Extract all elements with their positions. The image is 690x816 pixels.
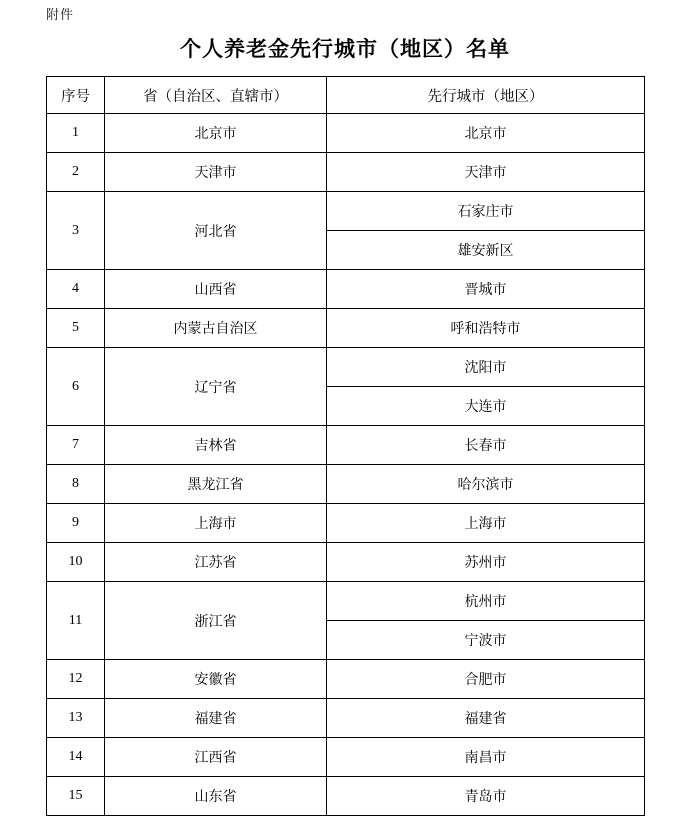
cell-no: 10 (47, 543, 105, 582)
table-row (47, 699, 645, 738)
cell-no: 7 (47, 426, 105, 465)
table-row (47, 582, 645, 621)
cell-no: 11 (47, 582, 105, 660)
cell-province: 辽宁省 (105, 348, 327, 426)
pilot-cities-table (46, 76, 645, 816)
cell-province: 山西省 (105, 270, 327, 309)
cell-city: 北京市 (327, 114, 645, 153)
table-row (47, 153, 645, 192)
cell-no: 2 (47, 153, 105, 192)
table-row (47, 309, 645, 348)
table-body (47, 114, 645, 816)
cell-city: 长春市 (327, 426, 645, 465)
cell-city: 大连市 (327, 387, 645, 426)
cell-province: 山东省 (105, 777, 327, 816)
cell-no: 13 (47, 699, 105, 738)
attachment-label: 附件 (46, 7, 75, 22)
cell-province: 福建省 (105, 699, 327, 738)
cell-no: 6 (47, 348, 105, 426)
cell-province: 江西省 (105, 738, 327, 777)
table-row (47, 348, 645, 387)
page-title: 个人养老金先行城市（地区）名单 (180, 37, 510, 61)
table-header-row (47, 77, 645, 114)
table-row (47, 777, 645, 816)
cell-city: 合肥市 (327, 660, 645, 699)
cell-city: 石家庄市 (327, 192, 645, 231)
cell-city: 福建省 (327, 699, 645, 738)
cell-province: 北京市 (105, 114, 327, 153)
column-header-no: 序号 (47, 77, 105, 114)
cell-province: 安徽省 (105, 660, 327, 699)
cell-no: 4 (47, 270, 105, 309)
cell-province: 黑龙江省 (105, 465, 327, 504)
table-row (47, 270, 645, 309)
cell-no: 1 (47, 114, 105, 153)
cell-city: 天津市 (327, 153, 645, 192)
table-row (47, 738, 645, 777)
cell-no: 5 (47, 309, 105, 348)
cell-city: 雄安新区 (327, 231, 645, 270)
table-header (47, 77, 645, 114)
table-row (47, 660, 645, 699)
cell-city: 沈阳市 (327, 348, 645, 387)
cell-no: 3 (47, 192, 105, 270)
cell-no: 9 (47, 504, 105, 543)
cell-no: 15 (47, 777, 105, 816)
table-row (47, 543, 645, 582)
column-header-city: 先行城市（地区） (327, 77, 645, 114)
cell-city: 呼和浩特市 (327, 309, 645, 348)
cell-province: 天津市 (105, 153, 327, 192)
cell-no: 12 (47, 660, 105, 699)
cell-city: 苏州市 (327, 543, 645, 582)
cell-city: 南昌市 (327, 738, 645, 777)
cell-province: 上海市 (105, 504, 327, 543)
cell-no: 8 (47, 465, 105, 504)
cell-city: 青岛市 (327, 777, 645, 816)
table-row (47, 465, 645, 504)
column-header-province: 省（自治区、直辖市） (105, 77, 327, 114)
cell-province: 江苏省 (105, 543, 327, 582)
table-row (47, 504, 645, 543)
cell-city: 杭州市 (327, 582, 645, 621)
cell-city: 哈尔滨市 (327, 465, 645, 504)
cell-city: 晋城市 (327, 270, 645, 309)
cell-province: 浙江省 (105, 582, 327, 660)
table-row (47, 192, 645, 231)
cell-city: 宁波市 (327, 621, 645, 660)
cell-province: 河北省 (105, 192, 327, 270)
cell-no: 14 (47, 738, 105, 777)
cell-city: 上海市 (327, 504, 645, 543)
cell-province: 吉林省 (105, 426, 327, 465)
cell-province: 内蒙古自治区 (105, 309, 327, 348)
table-row (47, 426, 645, 465)
table-row (47, 114, 645, 153)
